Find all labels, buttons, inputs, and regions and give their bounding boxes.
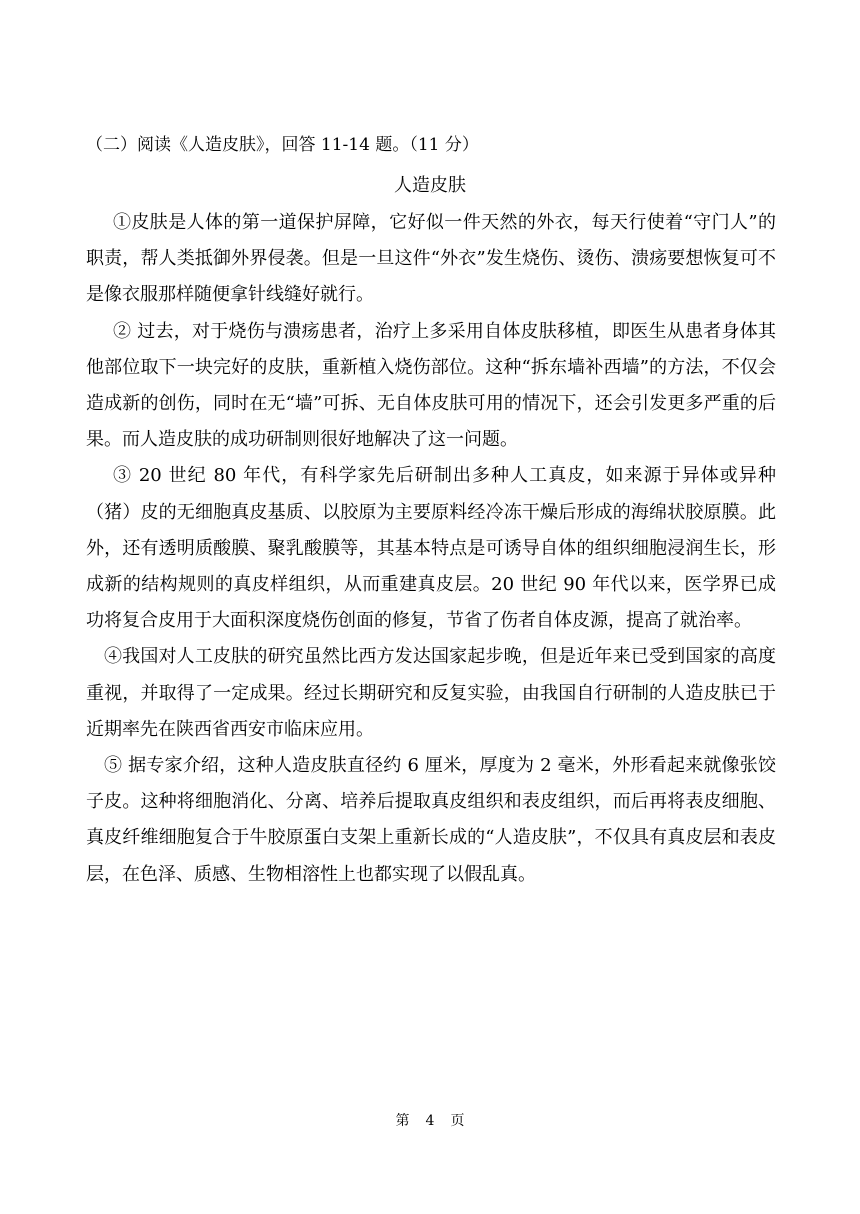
footer-suffix: 页 [450, 1113, 465, 1129]
paragraph-1: ①皮肤是人体的第一道保护屏障，它好似一件天然的外衣，每天行使着“守门人”的职责，帮人类抵御外界侵袭。但是一旦这件“外衣”发生烧伤、烫伤、溃疡要想恢复可不是像衣服那样随便拿针线缝好就行。 [86, 212, 776, 306]
paragraph-5: ⑤ 据专家介绍，这种人造皮肤直径约 6 厘米，厚度为 2 毫米，外形看起来就像张饺子皮。这种将细胞消化、分离、培养后提取真皮组织和表皮组织，而后再将表皮细胞、真皮纤维细胞复合于牛胶原蛋白支架上重新长成的“人造皮肤”，不仅具有真皮层和表皮层，在色泽、质感、生物相溶性上也都实现了以假乱真。 [86, 755, 776, 885]
paragraph-3: ③ 20 世纪 80 年代，有科学家先后研制出多种人工真皮，如来源于异体或异种（猪）皮的无细胞真皮基质、以胶原为主要原料经冷冻干燥后形成的海绵状胶原膜。此外，还有透明质酸膜、聚乳酸膜等，其基本特点是可诱导自体的组织细胞浸润生长，形成新的结构规则的真皮样组织，从而重建真皮层。20 世纪 90 年代以来，医学界已成功将复合皮用于大面积深度烧伤创面的修复，节省了伤者自体皮源，提高了就治率。 [86, 465, 776, 632]
article-title: 人造皮肤 [394, 175, 466, 196]
page-footer [0, 1111, 860, 1131]
article-body [86, 205, 776, 893]
page-number: 4 [425, 1113, 435, 1129]
paragraph-4: ④我国对人工皮肤的研究虽然比西方发达国家起步晚，但是近年来已受到国家的高度重视，并取得了一定成果。经过长期研究和反复实验，由我国自行研制的人造皮肤已于近期率先在陕西省西安市临床应用。 [86, 646, 776, 740]
question-heading: （二）阅读《人造皮肤》，回答 11-14 题。（11 分） [86, 135, 479, 155]
footer-prefix: 第 [395, 1113, 410, 1129]
paragraph-2: ② 过去，对于烧伤与溃疡患者，治疗上多采用自体皮肤移植，即医生从患者身体其他部位取下一块完好的皮肤，重新植入烧伤部位。这种“拆东墙补西墙”的方法，不仅会造成新的创伤，同时在无“墙”可拆、无自体皮肤可用的情况下，还会引发更多严重的后果。而人造皮肤的成功研制则很好地解决了这一问题。 [86, 320, 776, 451]
